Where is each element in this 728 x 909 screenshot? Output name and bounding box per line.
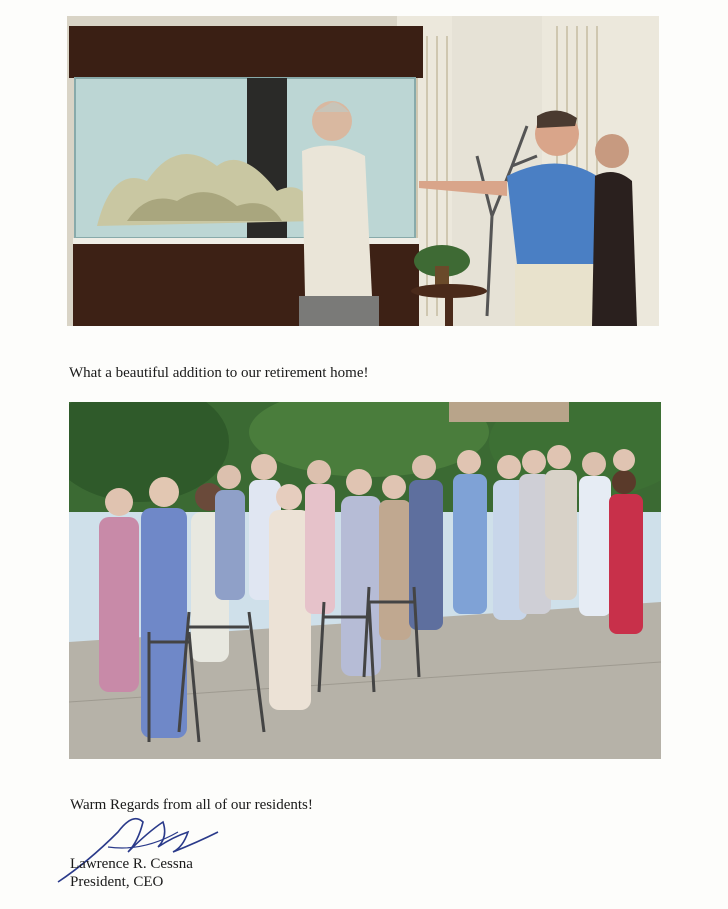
photo-caption: What a beautiful addition to our retirement home! bbox=[69, 365, 369, 381]
closing-line: Warm Regards from all of our residents! bbox=[70, 797, 313, 813]
signatory-name: Lawrence R. Cessna bbox=[70, 856, 193, 872]
aquarium-photo bbox=[67, 16, 659, 326]
signatory-title: President, CEO bbox=[70, 874, 164, 890]
residents-group-photo bbox=[69, 402, 661, 759]
